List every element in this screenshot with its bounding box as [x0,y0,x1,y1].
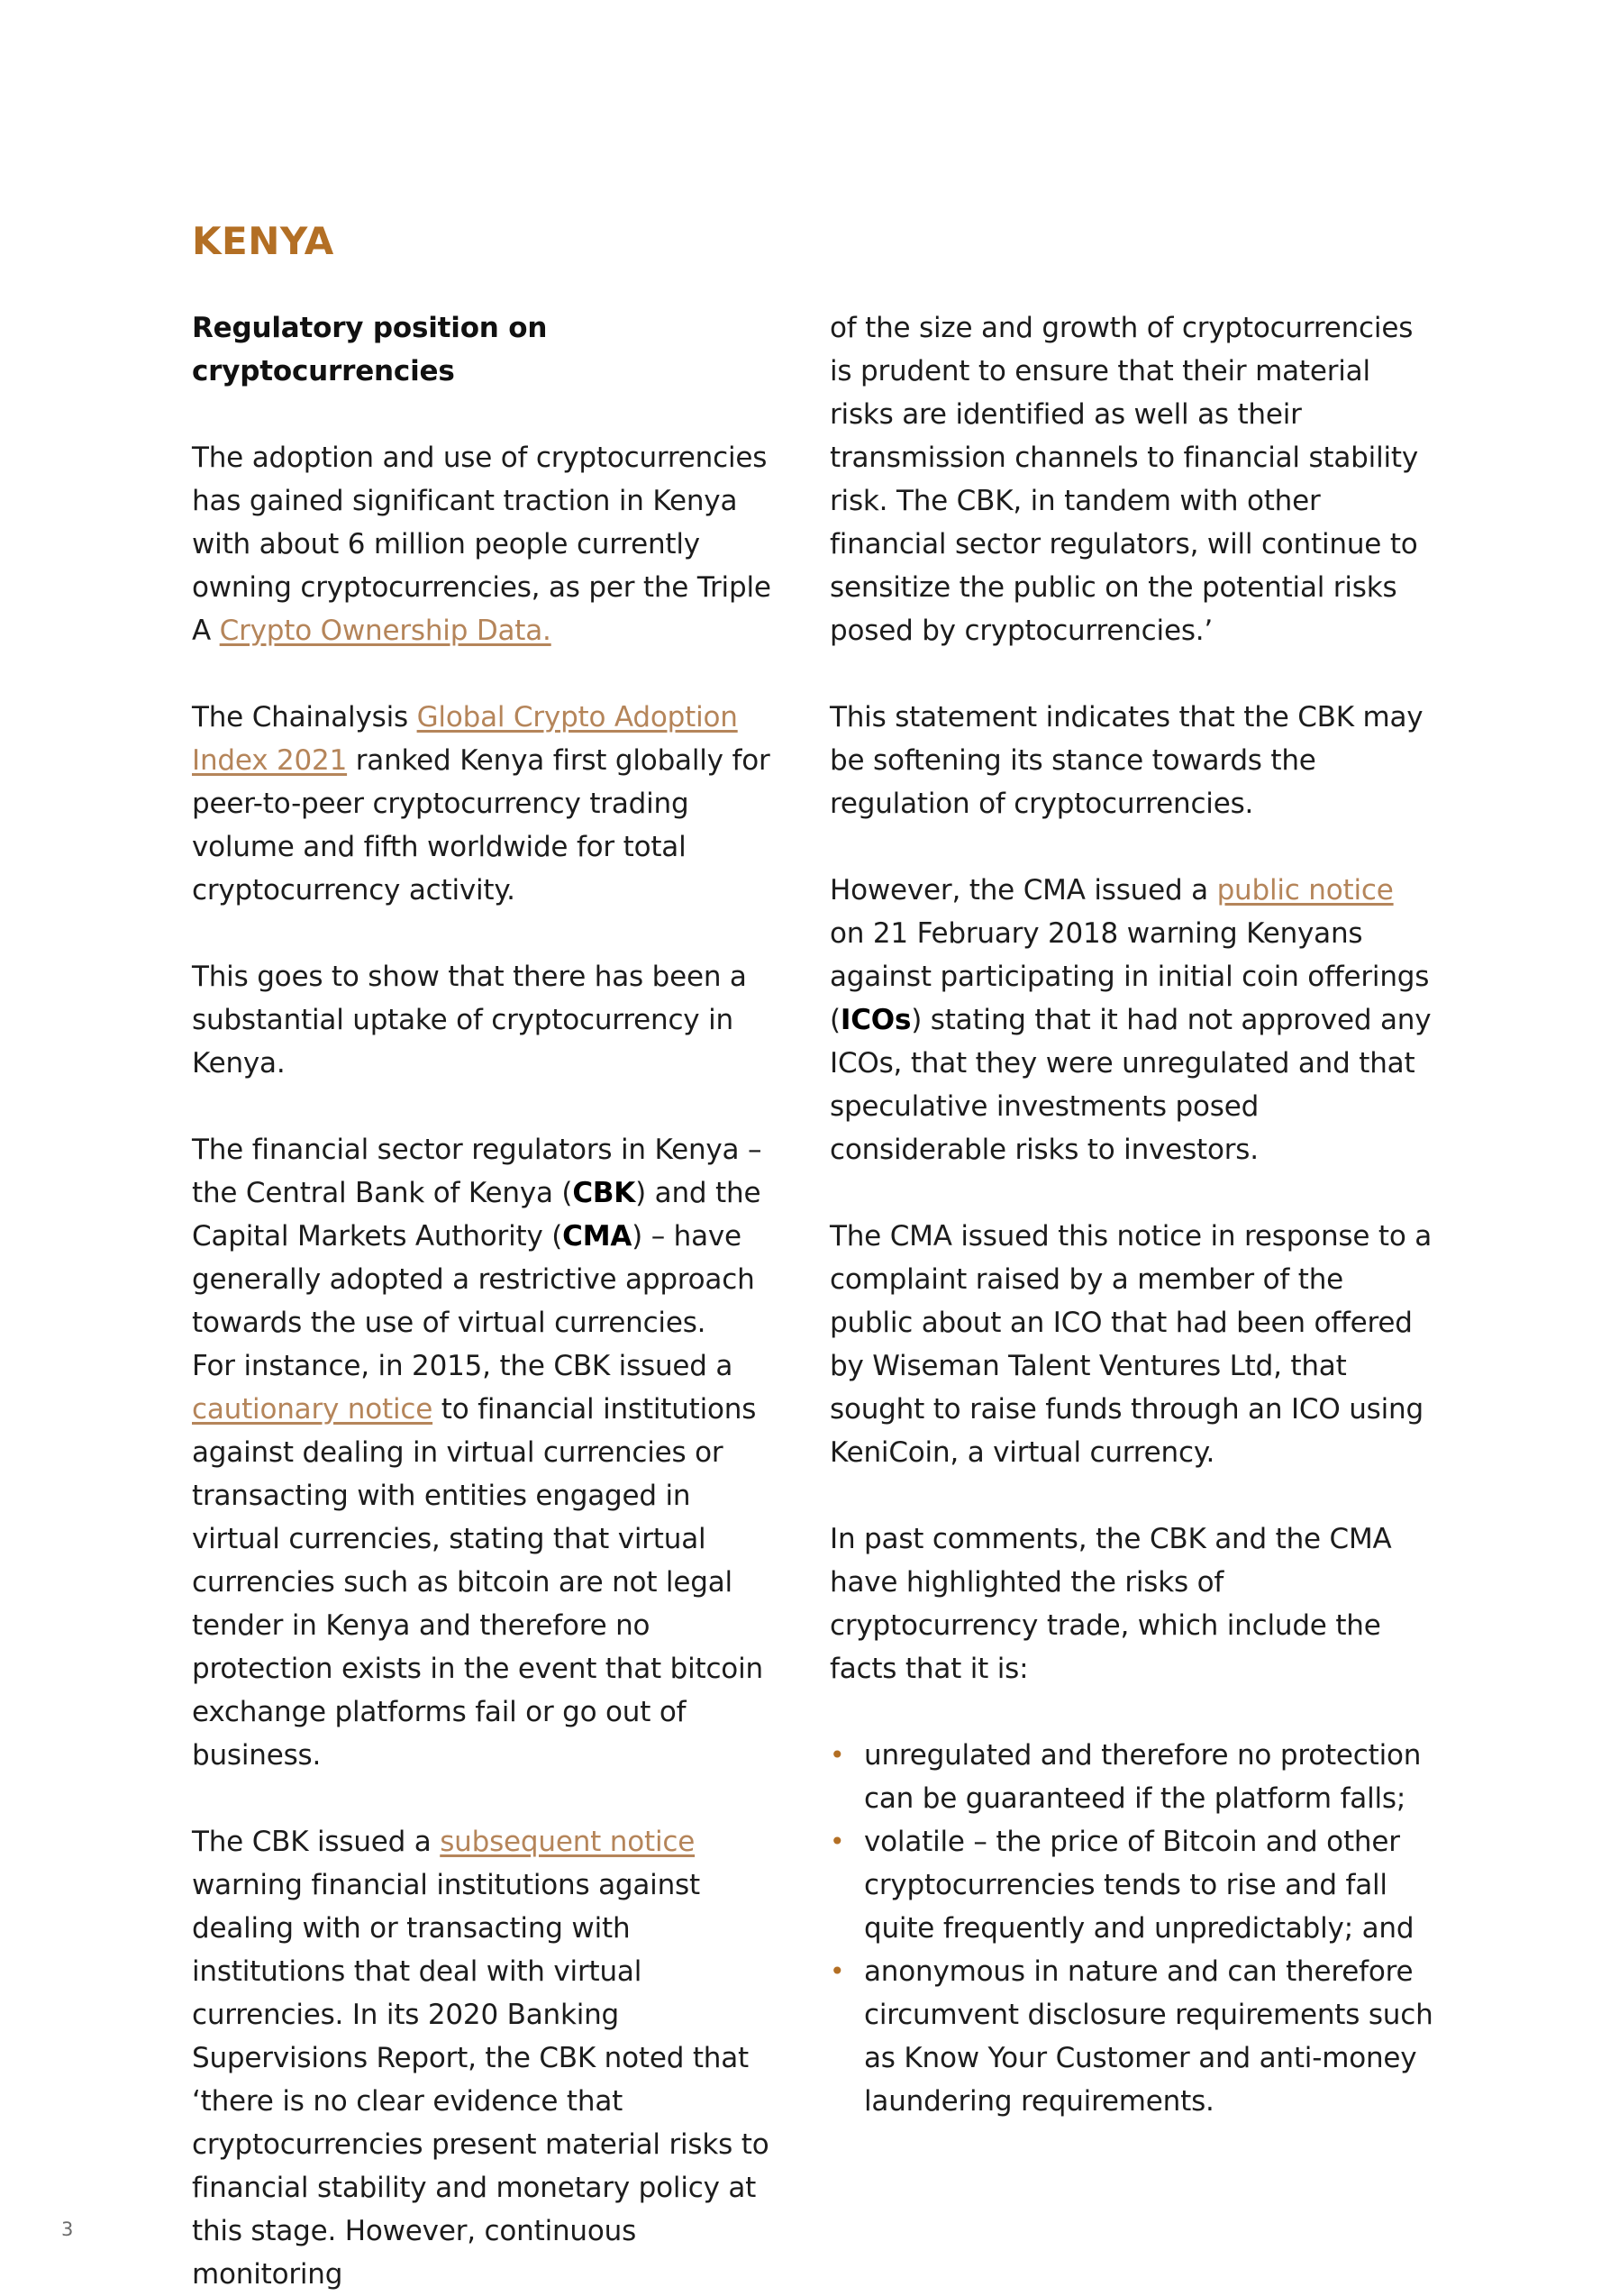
list-item [830,1734,1433,1820]
paragraph-cautionary [192,1344,787,1777]
paragraph-chainalysis [192,696,787,912]
paragraph-text: ) and the Capital Markets Authority ( [192,1177,761,1253]
paragraph-risks-intro: In past comments, the CBK and the CMA have highlighted the risks of cryptocurrency trade, which include the facts that it is: [830,1523,1392,1685]
global-crypto-adoption-index-link[interactable]: Global Crypto Adoption Index 2021 [192,701,738,777]
bullet-icon: • [830,1740,845,1770]
list-item-text: anonymous in nature and can therefore circumvent disclosure requirements such as Know Your Customer and anti-money laundering requirements. [864,1955,1433,2118]
paragraph-text: The adoption and use of cryptocurrencies has gained significant traction in Kenya with about 6 million people currently owning cryptocurrencies, as per the Triple A [192,442,771,647]
list-item [830,1820,1433,1950]
paragraph-text: ) stating that it had not approved any ICOs, that they were unregulated and that speculative investments posed considerable risks to investors. [830,1004,1432,1166]
cautionary-notice-link[interactable]: cautionary notice [192,1393,433,1426]
public-notice-link[interactable]: public notice [1216,874,1394,907]
bullet-icon: • [830,1956,845,1986]
subsequent-notice-link[interactable]: subsequent notice [440,1826,696,1858]
paragraph-text: The financial sector regulators in Kenya – the Central Bank of Kenya ( [192,1134,762,1209]
bullet-icon: • [830,1827,845,1856]
paragraph-text: ranked Kenya first globally for peer-to-peer cryptocurrency trading volume and fifth worldwide for total cryptocurrency activity. [192,744,770,907]
risks-list [830,1734,1433,2123]
paragraph-text: The CBK issued a [192,1826,441,1858]
paragraph-adoption [192,436,787,652]
paragraph-text: ) – have generally adopted a restrictive approach towards the use of virtual currencies. [192,1220,755,1339]
paragraph-text: to financial institutions against dealing in virtual currencies or transacting with entities engaged in virtual currencies, stating that virtual currencies such as bitcoin are not legal tender in Kenya and therefore no protection exists in the event that bitcoin exchange platforms fail or go out of business. [192,1393,763,1772]
cma-abbrev: CMA [562,1220,632,1253]
paragraph-text: The Chainalysis [192,701,417,733]
list-item [830,1950,1433,2123]
list-item-text: volatile – the price of Bitcoin and other cryptocurrencies tends to rise and fall quite frequently and unpredictably; and [864,1826,1415,1945]
paragraph-text: However, the CMA issued a [830,874,1217,907]
paragraph-text: warning financial institutions against dealing with or transacting with institutions that deal with virtual currencies. In its 2020 Banking Supervisions Report, the CBK noted that ‘there is no clear evidence that cryptocurrencies present material risks to financial stability and monetary policy at this stage. However, continuous monitoring [192,1869,769,2291]
left-column [192,306,787,2296]
right-column [830,306,1433,2123]
paragraph-regulators [192,1128,787,1344]
crypto-ownership-data-link[interactable]: Crypto Ownership Data. [219,615,551,647]
paragraph-cma-notice [830,869,1433,1171]
paragraph-complaint: The CMA issued this notice in response to a complaint raised by a member of the public about an ICO that had been offered by Wiseman Talent Ventures Ltd, that sought to raise funds through an ICO using KeniCoin, a virtual currency. [830,1220,1433,1469]
list-item-text: unregulated and therefore no protection can be guaranteed if the platform falls; [864,1739,1422,1815]
paragraph-monitoring: of the size and growth of cryptocurrencies is prudent to ensure that their material risks are identified as well as their transmission channels to financial stability risk. The CBK, in tandem with other financial sector regulators, will continue to sensitize the public on the potential risks posed by cryptocurrencies.’ [830,312,1418,647]
paragraph-subsequent [192,1820,787,2296]
section-heading: KENYA [192,219,334,263]
paragraph-uptake: This goes to show that there has been a substantial uptake of cryptocurrency in Kenya. [192,961,747,1080]
paragraph-text: For instance, in 2015, the CBK issued a [192,1350,733,1382]
page-number: 3 [61,2219,74,2240]
paragraph-text: on 21 February 2018 warning Kenyans against participating in initial coin offerings ( [830,917,1430,1036]
cbk-abbrev: CBK [572,1177,636,1209]
subheading: Regulatory position on cryptocurrencies [192,312,548,387]
icos-abbrev: ICOs [840,1004,912,1036]
paragraph-softening: This statement indicates that the CBK may be softening its stance towards the regulation of cryptocurrencies. [830,701,1424,820]
